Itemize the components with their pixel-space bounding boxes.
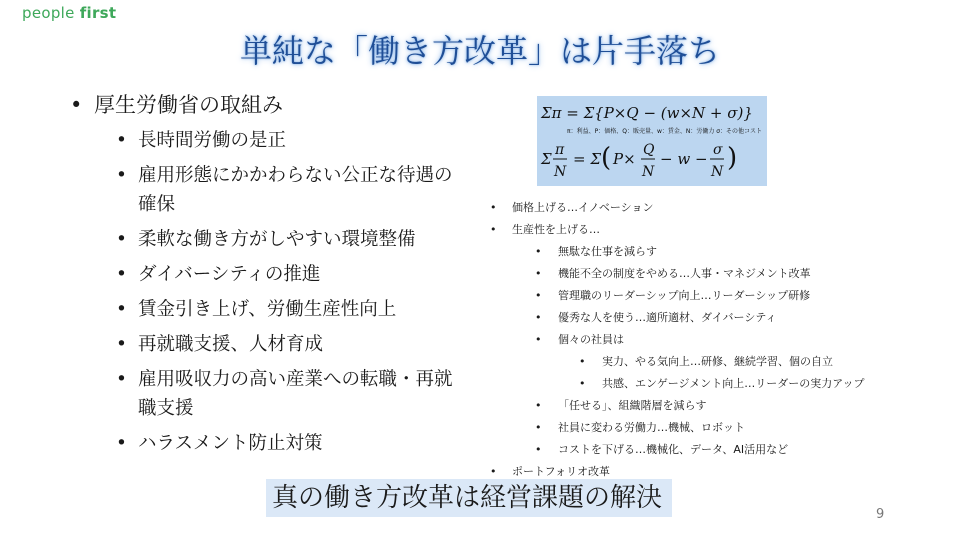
left-list-item: • 雇用形態にかかわらない公正な待遇の確保 xyxy=(68,161,468,219)
svg-text:): ) xyxy=(727,143,738,173)
conclusion-banner: 真の働き方改革は経営課題の解決 xyxy=(266,479,672,517)
right-list-item-level-2: • 「任せる」、組織階層を減らす xyxy=(490,395,930,417)
svg-text:π: π xyxy=(555,142,565,158)
right-list-item-level-3: • 実力、やる気向上…研修、継続学習、個の自立 xyxy=(490,351,930,373)
right-list-item-level-2: • 無駄な仕事を減らす xyxy=(490,241,930,263)
left-list-item: • ハラスメント防止対策 xyxy=(68,429,468,458)
svg-text:N: N xyxy=(554,164,567,180)
right-list-item-level-2: • 管理職のリーダーシップ向上…リーダーシップ研修 xyxy=(490,285,930,307)
svg-text:N: N xyxy=(642,164,655,180)
right-list-item-level-2: • 優秀な人を使う…適所適材、ダイバーシティ xyxy=(490,307,930,329)
left-list-item: • 長時間労働の是正 xyxy=(68,126,468,155)
right-list-item-level-2: • 機能不全の制度をやめる…人事・マネジメント改革 xyxy=(490,263,930,285)
formula-line-1: Σπ = Σ{P×Q − (w×N + σ)} xyxy=(541,104,753,122)
left-list-item: • 賃金引き上げ、労働生産性向上 xyxy=(68,295,468,324)
svg-text:Σ: Σ xyxy=(541,150,552,168)
logo-text-part2: first xyxy=(79,4,117,22)
left-list-item: • ダイバーシティの推進 xyxy=(68,260,468,289)
svg-text:− w −: − w − xyxy=(660,150,708,168)
svg-text:N: N xyxy=(711,164,724,180)
right-list-item-level-2: • 個々の社員は xyxy=(490,329,930,351)
formula-graphic xyxy=(537,96,767,186)
svg-text:Q: Q xyxy=(643,142,655,158)
right-list-item-level-1: • 生産性を上げる… xyxy=(490,219,930,241)
right-list-item-level-1: • ポートフォリオ改革 xyxy=(490,461,930,483)
right-list-item-level-3: • 共感、エンゲージメント向上…リーダーの実力アップ xyxy=(490,373,930,395)
svg-text:= Σ: = Σ xyxy=(573,150,601,168)
left-list-heading: • 厚生労働省の取組み xyxy=(68,90,468,120)
formula-line-2 xyxy=(540,142,737,180)
left-bullet-list xyxy=(68,90,468,458)
svg-text:σ: σ xyxy=(713,142,723,158)
left-list-item: • 柔軟な働き方がしやすい環境整備 xyxy=(68,225,468,254)
logo-text-part1: people xyxy=(22,4,80,22)
svg-text:P×: P× xyxy=(613,150,636,168)
brand-logo xyxy=(22,4,116,22)
profit-formula-box xyxy=(537,96,767,186)
right-list-item-level-1: • 価格上げる…イノベーション xyxy=(490,197,930,219)
left-list-item: • 雇用吸収力の高い産業への転職・再就職支援 xyxy=(68,365,468,423)
formula-legend: π：利益、P：価格、Q：販売量、w：賃金、N：労働力 σ：その他コスト xyxy=(567,128,763,135)
page-number: 9 xyxy=(876,507,885,522)
right-bullet-list xyxy=(490,197,930,483)
left-list-item: • 再就職支援、人材育成 xyxy=(68,330,468,359)
slide-title: 単純な「働き方改革」は片手落ち xyxy=(239,32,720,70)
svg-text:(: ( xyxy=(601,143,612,173)
right-list-item-level-2: • 社員に変わる労働力…機械、ロボット xyxy=(490,417,930,439)
right-list-item-level-2: • コストを下げる…機械化、データ、AI活用など xyxy=(490,439,930,461)
